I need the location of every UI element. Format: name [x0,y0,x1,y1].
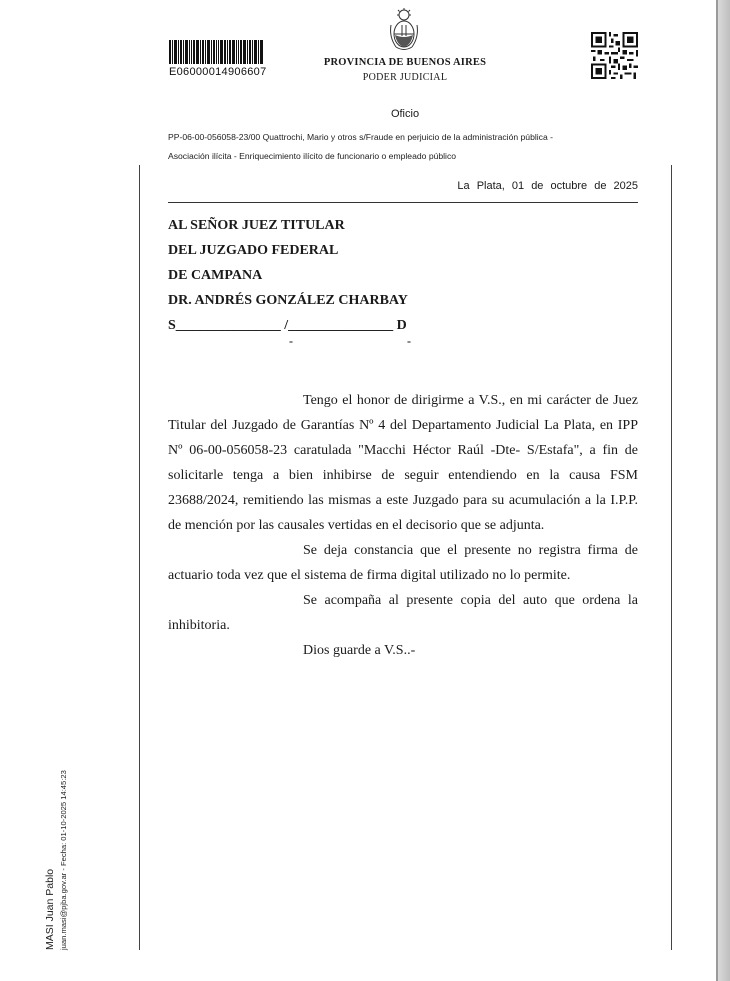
addressee-line-3: DE CAMPANA [168,268,263,283]
paragraph-3: Se acompaña al presente copia del auto que ordena la inhibitoria. [168,593,638,633]
letter-body [168,388,638,663]
digital-signature [32,748,77,958]
coat-of-arms-icon [387,7,421,53]
salutation-line: S_______________ /_______________ D [168,318,407,333]
addressee-line-1: AL SEÑOR JUEZ TITULAR [168,218,345,233]
addressee-line-2: DEL JUZGADO FEDERAL [168,243,339,258]
signer-name: MASI Juan Pablo [44,868,56,950]
dash-mark: - [407,334,411,348]
judicial-power: PODER JUDICIAL [362,72,448,83]
signature-detail: juan.masi@pjba.gov.ar - Fecha: 01-10-2025 14:45:23 [59,770,68,950]
addressee-line-4: DR. ANDRÉS GONZÁLEZ CHARBAY [168,293,408,308]
case-caption-line-1: PP-06-00-056058-23/00 Quattrochi, Mario y otros s/Fraude en perjuicio de la administración pública - [168,132,554,142]
paragraph-1: Tengo el honor de dirigirme a V.S., en mi carácter de Juez Titular del Juzgado de Garantías Nº 4 del Departamento Judicial La Plata, en IPP Nº 06-00-056058-23 caratulada "Macchi Héctor Raúl -Dte- S/Estafa", a fin de solicitarle tenga a bien inhibirse de seguir entendiendo en la causa FSM 23688/2024, remitiendo las mismas a este Juzgado para su acumulación a la I.P.P. de mención por las causales vertidas en el decisorio que se adjunta. [168,393,638,533]
document-type: Oficio [390,108,420,120]
paragraph-4: Dios guarde a V.S..- [303,643,416,658]
barcode [169,40,263,64]
document-date: La Plata, 01 de octubre de 2025 [457,180,638,192]
right-margin-line [671,165,672,950]
qr-code [591,32,638,79]
case-caption [168,128,638,166]
case-caption-line-2: Asociación ilícita - Enriquecimiento ilícito de funcionario o empleado público [168,151,457,161]
left-margin-line [139,165,140,950]
dash-mark: - [289,334,293,348]
barcode-number: E06000014906607 [169,66,267,78]
date-rule [168,202,638,203]
paragraph-2: Se deja constancia que el presente no registra firma de actuario toda vez que el sistema de firma digital utilizado no lo permite. [168,543,638,583]
province-name: PROVINCIA DE BUENOS AIRES [323,57,487,68]
